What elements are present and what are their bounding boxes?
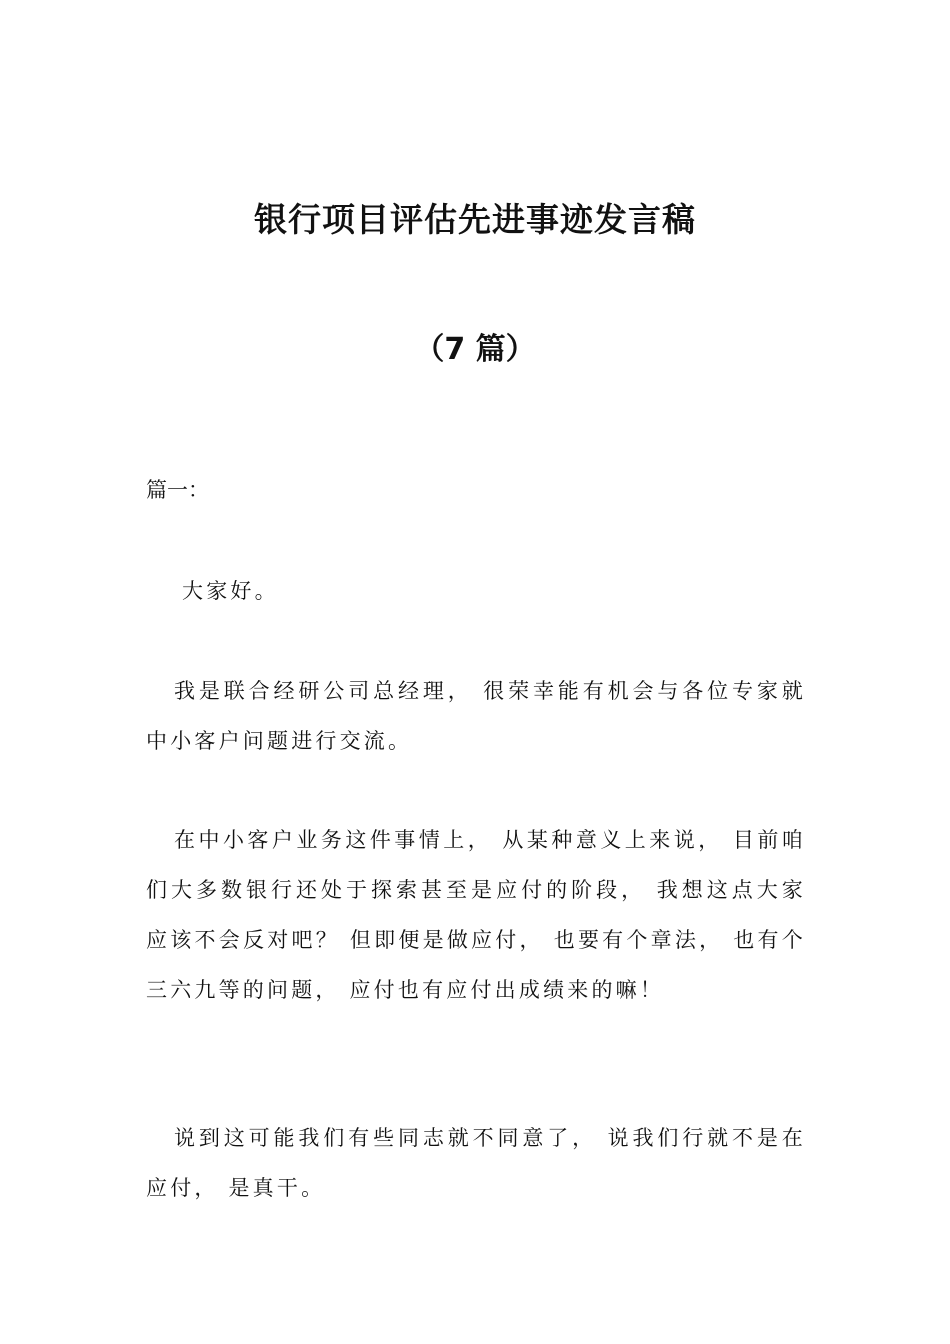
section-label: 篇一： [146, 478, 209, 502]
document-subtitle: （7 篇） [414, 332, 536, 367]
paragraph-main: 在中小客户业务这件事情上， 从某种意义上来说， 目前咱们大多数银行还处于探索甚至是应付的阶段， 我想这点大家应该不会反对吧？ 但即便是做应付， 也要有个章法， 也有个三六九等的问题， 应付也有应付出成绩来的嘛！ [146, 828, 806, 1002]
paragraph-intro: 我是联合经研公司总经理， 很荣幸能有机会与各位专家就中小客户问题进行交流。 [146, 679, 806, 753]
paragraph-greeting: 大家好。 [182, 579, 279, 603]
document-title: 银行项目评估先进事迹发言稿 [254, 200, 696, 239]
paragraph-last: 说到这可能我们有些同志就不同意了， 说我们行就不是在应付， 是真干。 [146, 1126, 806, 1200]
